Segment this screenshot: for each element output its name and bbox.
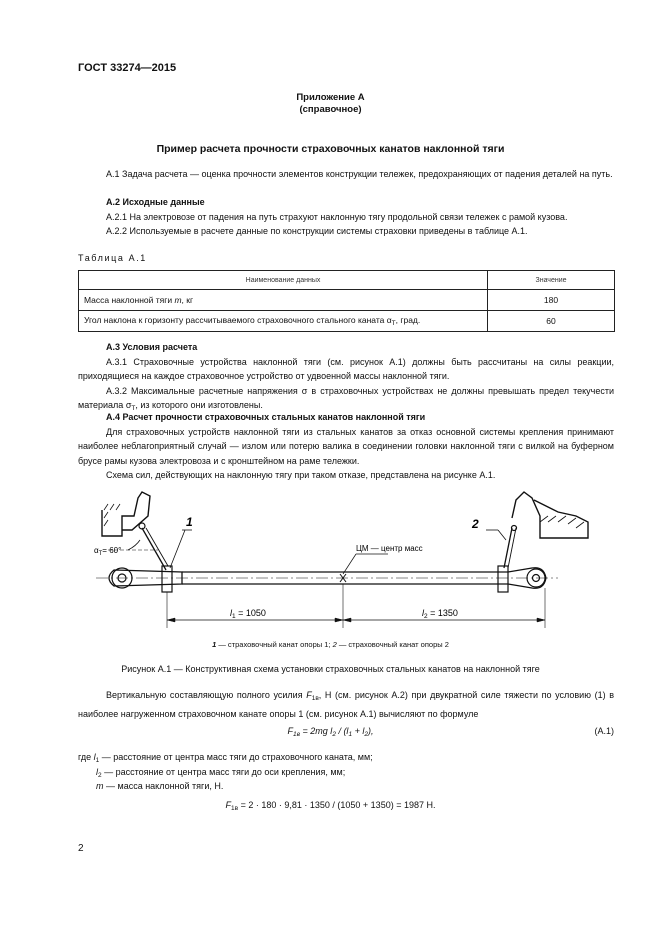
cable-2 — [504, 528, 512, 568]
a4-p1: Для страховочных устройств наклонной тяги из стальных канатов за отказ основной системы крепления принимают наиболее неблагоприятный случай — излом или потерю валика в соединении головки наклонной тяги с вилкой на буферном брусе рамы кузова электровоза и с кронштейном на раме тележки. — [78, 426, 614, 466]
dim-l2 — [422, 608, 458, 620]
label-2: 2 — [472, 517, 479, 531]
cm-label: ЦМ — центр масс — [356, 544, 423, 553]
section-a4 — [78, 410, 614, 483]
dim-l1 — [230, 608, 266, 620]
a2-p1: А.2.1 На электровозе от падения на путь страхуют наклонную тягу продольной связи тележек с рамой кузова. — [106, 211, 568, 222]
f-sub1: 1 — [348, 731, 353, 738]
a4-p2: Схема сил, действующих на наклонную тягу при таком отказе, представлена на рисунке А.1. — [106, 470, 496, 480]
annex-note: (справочное) — [299, 104, 362, 115]
cell-text: Масса наклонной тяги — [84, 295, 175, 305]
f-lhs: F — [287, 726, 294, 736]
result-formula — [0, 800, 661, 812]
r-var: F — [225, 800, 232, 810]
annex-heading — [0, 92, 661, 116]
table-cell-value: 180 — [488, 290, 615, 311]
a3-p2-var: σ — [125, 400, 132, 410]
cell-sub: Т — [391, 320, 396, 327]
angle-symbol: α — [94, 546, 99, 555]
table-caption: Таблица А.1 — [78, 253, 147, 263]
figure-a1-diagram — [88, 488, 608, 636]
table-cell-name — [79, 311, 488, 332]
calc-intro — [78, 688, 614, 721]
section-a2 — [78, 195, 614, 239]
right-bracket — [512, 492, 588, 538]
paragraph-a1: А.1 Задача расчета — оценка прочности элементов конструкции тележек, предохраняющих от падения деталей на путь. — [106, 169, 613, 179]
r-text: = 2 · 180 · 9,81 · 1350 / (1050 + 1350) = 1987 Н. — [238, 800, 436, 810]
section-title: Пример расчета прочности страховочных канатов наклонной тяги — [156, 143, 505, 155]
label-1: 1 — [186, 515, 193, 529]
a3-p2-text: А.3.2 Максимальные расчетные напряжения σ в страховочных устройствах не должны превышать предел текучести материала — [78, 385, 614, 410]
annex-title: Приложение А — [296, 92, 365, 103]
legend-1-num: 1 — [212, 640, 217, 649]
page-header: ГОСТ 33274—2015 — [78, 62, 177, 74]
f-mid: = 2mg l — [300, 726, 333, 736]
calc-intro-text: , Н (см. рисунок А.2) при двукратной силе тяжести по условию (1) в наиболее нагруженном страховочном канате опоры 1 (см. рисунок А.1) вычисляют по формуле — [78, 690, 614, 719]
a3-p1: А.3.1 Страховочные устройства наклонной тяги (см. рисунок А.1) должны быть рассчитаны на силы реакции, приходящиеся на каждое страховочное устройство от удвоенной массы наклонной тяги. — [78, 356, 614, 381]
col-header-value: Значение — [488, 271, 615, 290]
col-header-name: Наименование данных — [79, 271, 488, 290]
cell-text: , кг — [181, 295, 194, 305]
angle-value: = 60° — [102, 546, 122, 555]
a3-p2-text: , из которого они изготовлены. — [135, 400, 263, 410]
l2-value: = 1350 — [427, 608, 458, 618]
collar-1 — [162, 566, 172, 592]
f-sub2: 2 — [364, 731, 368, 738]
angle-sub: Т — [98, 551, 103, 557]
l1-var: l — [230, 608, 232, 618]
l2-sub: 2 — [424, 613, 428, 620]
table-header-row — [79, 271, 615, 290]
a3-heading: А.3 Условия расчета — [106, 342, 198, 352]
a2-p2: А.2.2 Используемые в расчете данные по конструкции системы страховки приведены в таблице А.1. — [106, 226, 528, 236]
legend-1-text: — страховочный канат опоры 1; — [216, 640, 333, 649]
a4-heading: А.4 Расчет прочности страховочных стальных канатов наклонной тяги — [106, 412, 426, 422]
f-mid-sub: 2 — [332, 731, 336, 738]
formula-a1 — [0, 726, 661, 738]
where-list — [78, 752, 373, 793]
l1-value: = 1050 — [235, 608, 266, 618]
figure-legend — [0, 640, 661, 649]
a3-p2-sub: Т — [131, 405, 136, 412]
cable-1 — [142, 528, 166, 570]
cell-text: Угол наклона к горизонту рассчитываемого страховочного стального каната — [84, 315, 387, 325]
f-close: ), — [367, 726, 374, 736]
f-rest: / (l — [335, 726, 349, 736]
data-table — [78, 270, 615, 332]
table-row — [79, 311, 615, 332]
calc-intro-sub: 1в — [311, 695, 319, 702]
where-item: m — масса наклонной тяги, Н. — [96, 781, 224, 791]
legend-2-num: 2 — [332, 640, 337, 649]
cell-text: , град. — [395, 315, 421, 325]
f-lhs-sub: 1в — [293, 731, 301, 738]
table-row — [79, 290, 615, 311]
equation-number: (А.1) — [594, 726, 614, 736]
table-cell-name — [79, 290, 488, 311]
section-a3 — [78, 340, 614, 417]
r-sub: 1в — [231, 805, 239, 812]
page-number: 2 — [78, 843, 84, 854]
where-item: где $l_1$ — расстояние от центра масс тяги до страховочного каната, мм; — [78, 752, 373, 764]
figure-caption: Рисунок А.1 — Конструктивная схема установки страховочных стальных канатов на наклонной тяге — [121, 664, 540, 674]
legend-2-text: — страховочный канат опоры 2 — [336, 640, 449, 649]
l2-var: l — [422, 608, 424, 618]
cell-var: m — [174, 295, 182, 305]
f-plus: + l — [352, 726, 365, 736]
calc-intro-text: Вертикальную составляющую полного усилия — [106, 690, 307, 700]
where-item: $l_2$ — расстояние от центра масс тяги до оси крепления, мм; — [96, 766, 346, 779]
angle-label — [94, 546, 121, 557]
a2-heading: А.2 Исходные данные — [106, 197, 205, 207]
table-cell-value: 60 — [488, 311, 615, 332]
l1-sub: 1 — [232, 613, 236, 620]
cell-var: α — [386, 315, 392, 325]
calc-intro-var: F — [306, 690, 312, 700]
collar-2 — [498, 566, 508, 592]
